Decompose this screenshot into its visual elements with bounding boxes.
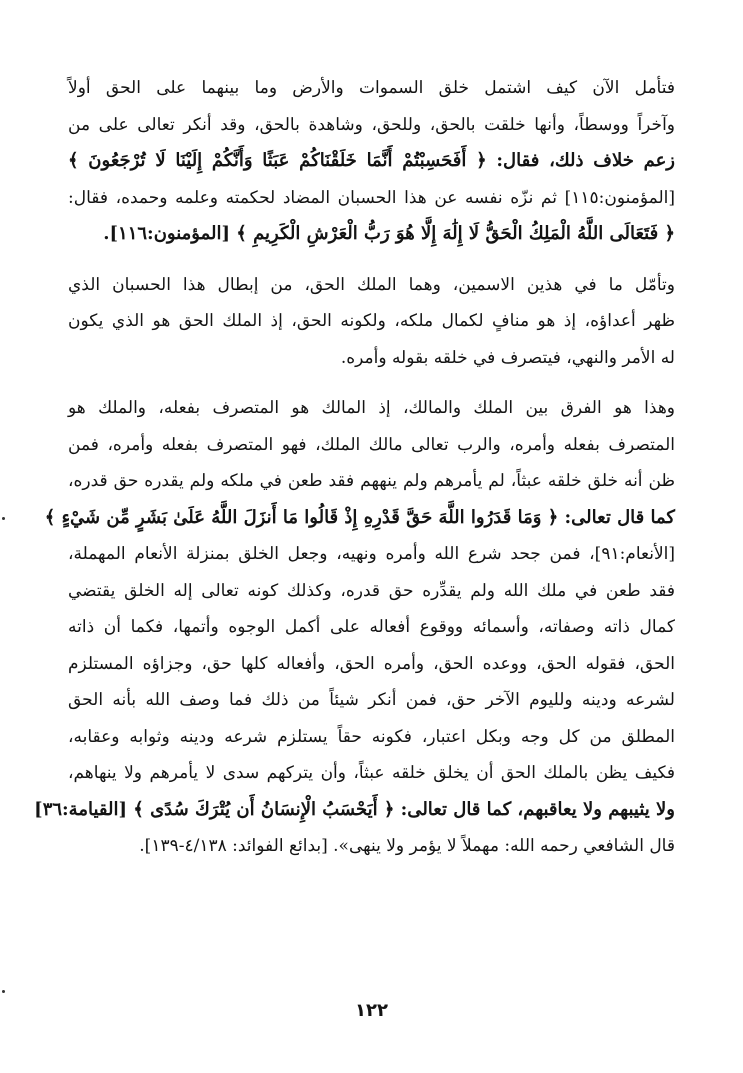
page-body — [34, 70, 675, 879]
paragraph-2 — [68, 267, 675, 377]
text-line: له الأمر والنهي، فيتصرف في خلقه بقوله وأمره. — [340, 347, 675, 368]
paragraph-1 — [68, 70, 675, 253]
text-line: وتأمّل ما في هذين الاسمين، وهما الملك الحق، من إبطال هذا الحسبان الذي — [68, 274, 675, 295]
text-line: [المؤمنون:١١٥] ثم نزّه نفسه عن هذا الحسبان المضاد لحكمته وعلمه وحمده، فقال: — [68, 187, 675, 208]
text-line: فقد طعن في ملك الله ولم يقدِّره حق قدره، وكذلك كونه تعالى إله الخلق يقتضي — [68, 580, 675, 601]
text-line: كمال ذاته وصفاته، وأسمائه ووقوع أفعاله على أكمل الوجوه وأتمها، فكما أن ذاته — [68, 617, 675, 637]
text-line: ظن أنه خلق خلقه عبثاً، لم يأمرهم ولم ينههم فقد طعن في ملكه ولم يقدره حق قدره، — [68, 471, 675, 491]
quran-verse-line: زعم خلاف ذلك، فقال: ﴿ أَفَحَسِبْتُمْ أَنَّمَا خَلَقْنَاكُمْ عَبَثًا وَأَنَّكُمْ إِلَيْنَا لَا تُرْجَعُونَ ﴾ — [68, 150, 675, 171]
text-line: الحق، فقوله الحق، ووعده الحق، وأمره الحق، وأفعاله كلها حق، وجزاؤه المستلزم — [68, 653, 675, 674]
citation-line: قال الشافعي رحمه الله: مهملاً لا يؤمر ولا ينهى». [بدائع الفوائد: ٤/١٣٨-١٣٩]. — [139, 836, 675, 856]
scan-mark — [2, 990, 5, 993]
text-line: ظهر أعداؤه، إذ هو منافٍ لكمال ملكه، ولكونه الحق، إذ الملك الحق هو الذي يكون — [68, 311, 675, 331]
page-number: ١٢٢ — [355, 1000, 388, 1021]
text-line: وآخراً ووسطاً، وأنها خلقت بالحق، وللحق، وشاهدة بالحق، وقد أنكر تعالى على من — [68, 114, 675, 135]
text-line: المطلق من كل وجه وبكل اعتبار، فكونه حقاً يستلزم شرعه ودينه وثوابه وعقابه، — [68, 726, 675, 747]
text-line: المتصرف بفعله وأمره، والرب تعالى مالك الملك، فهو المتصرف بفعله وأمره، فمن — [68, 434, 675, 455]
quran-verse-line: ﴿ فَتَعَالَى اللَّهُ الْمَلِكُ الْحَقُّ لَا إِلَٰهَ إِلَّا هُوَ رَبُّ الْعَرْشِ الْكَرِيمِ ﴾ [المؤمنون:١١٦]. — [103, 223, 675, 244]
paragraph-3 — [34, 390, 675, 865]
text-line: لشرعه ودينه ولليوم الآخر حق، فمن أنكر شيئاً من ذلك فما وصف الله بأنه الحق — [68, 690, 675, 710]
text-line: [الأنعام:٩١]، فمن جحد شرع الله وأمره ونهيه، وجعل الخلق بمنزلة الأنعام المهملة، — [68, 544, 675, 564]
text-line: وهذا هو الفرق بين الملك والمالك، إذ المالك هو المتصرف بفعله، والملك هو — [68, 398, 675, 418]
text-line: فتأمل الآن كيف اشتمل خلق السموات والأرض وما بينهما على الحق أولاً — [68, 78, 675, 98]
text-line: فكيف يظن بالملك الحق أن يخلق خلقه عبثاً، وأن يتركهم سدى لا يأمرهم ولا ينهاهم، — [68, 763, 675, 783]
quran-verse-line: كما قال تعالى: ﴿ وَمَا قَدَرُوا اللَّهَ حَقَّ قَدْرِهِ إِذْ قَالُوا مَا أَنزَلَ اللَّهُ عَلَىٰ بَشَرٍ مِّن شَيْءٍ ﴾ — [44, 506, 675, 528]
scan-mark — [2, 517, 5, 520]
quran-verse-line: ولا يثيبهم ولا يعاقبهم، كما قال تعالى: ﴿ أَيَحْسَبُ الْإِنسَانُ أَن يُتْرَكَ سُدًى ﴾ [القيامة:٣٦] — [34, 798, 675, 820]
